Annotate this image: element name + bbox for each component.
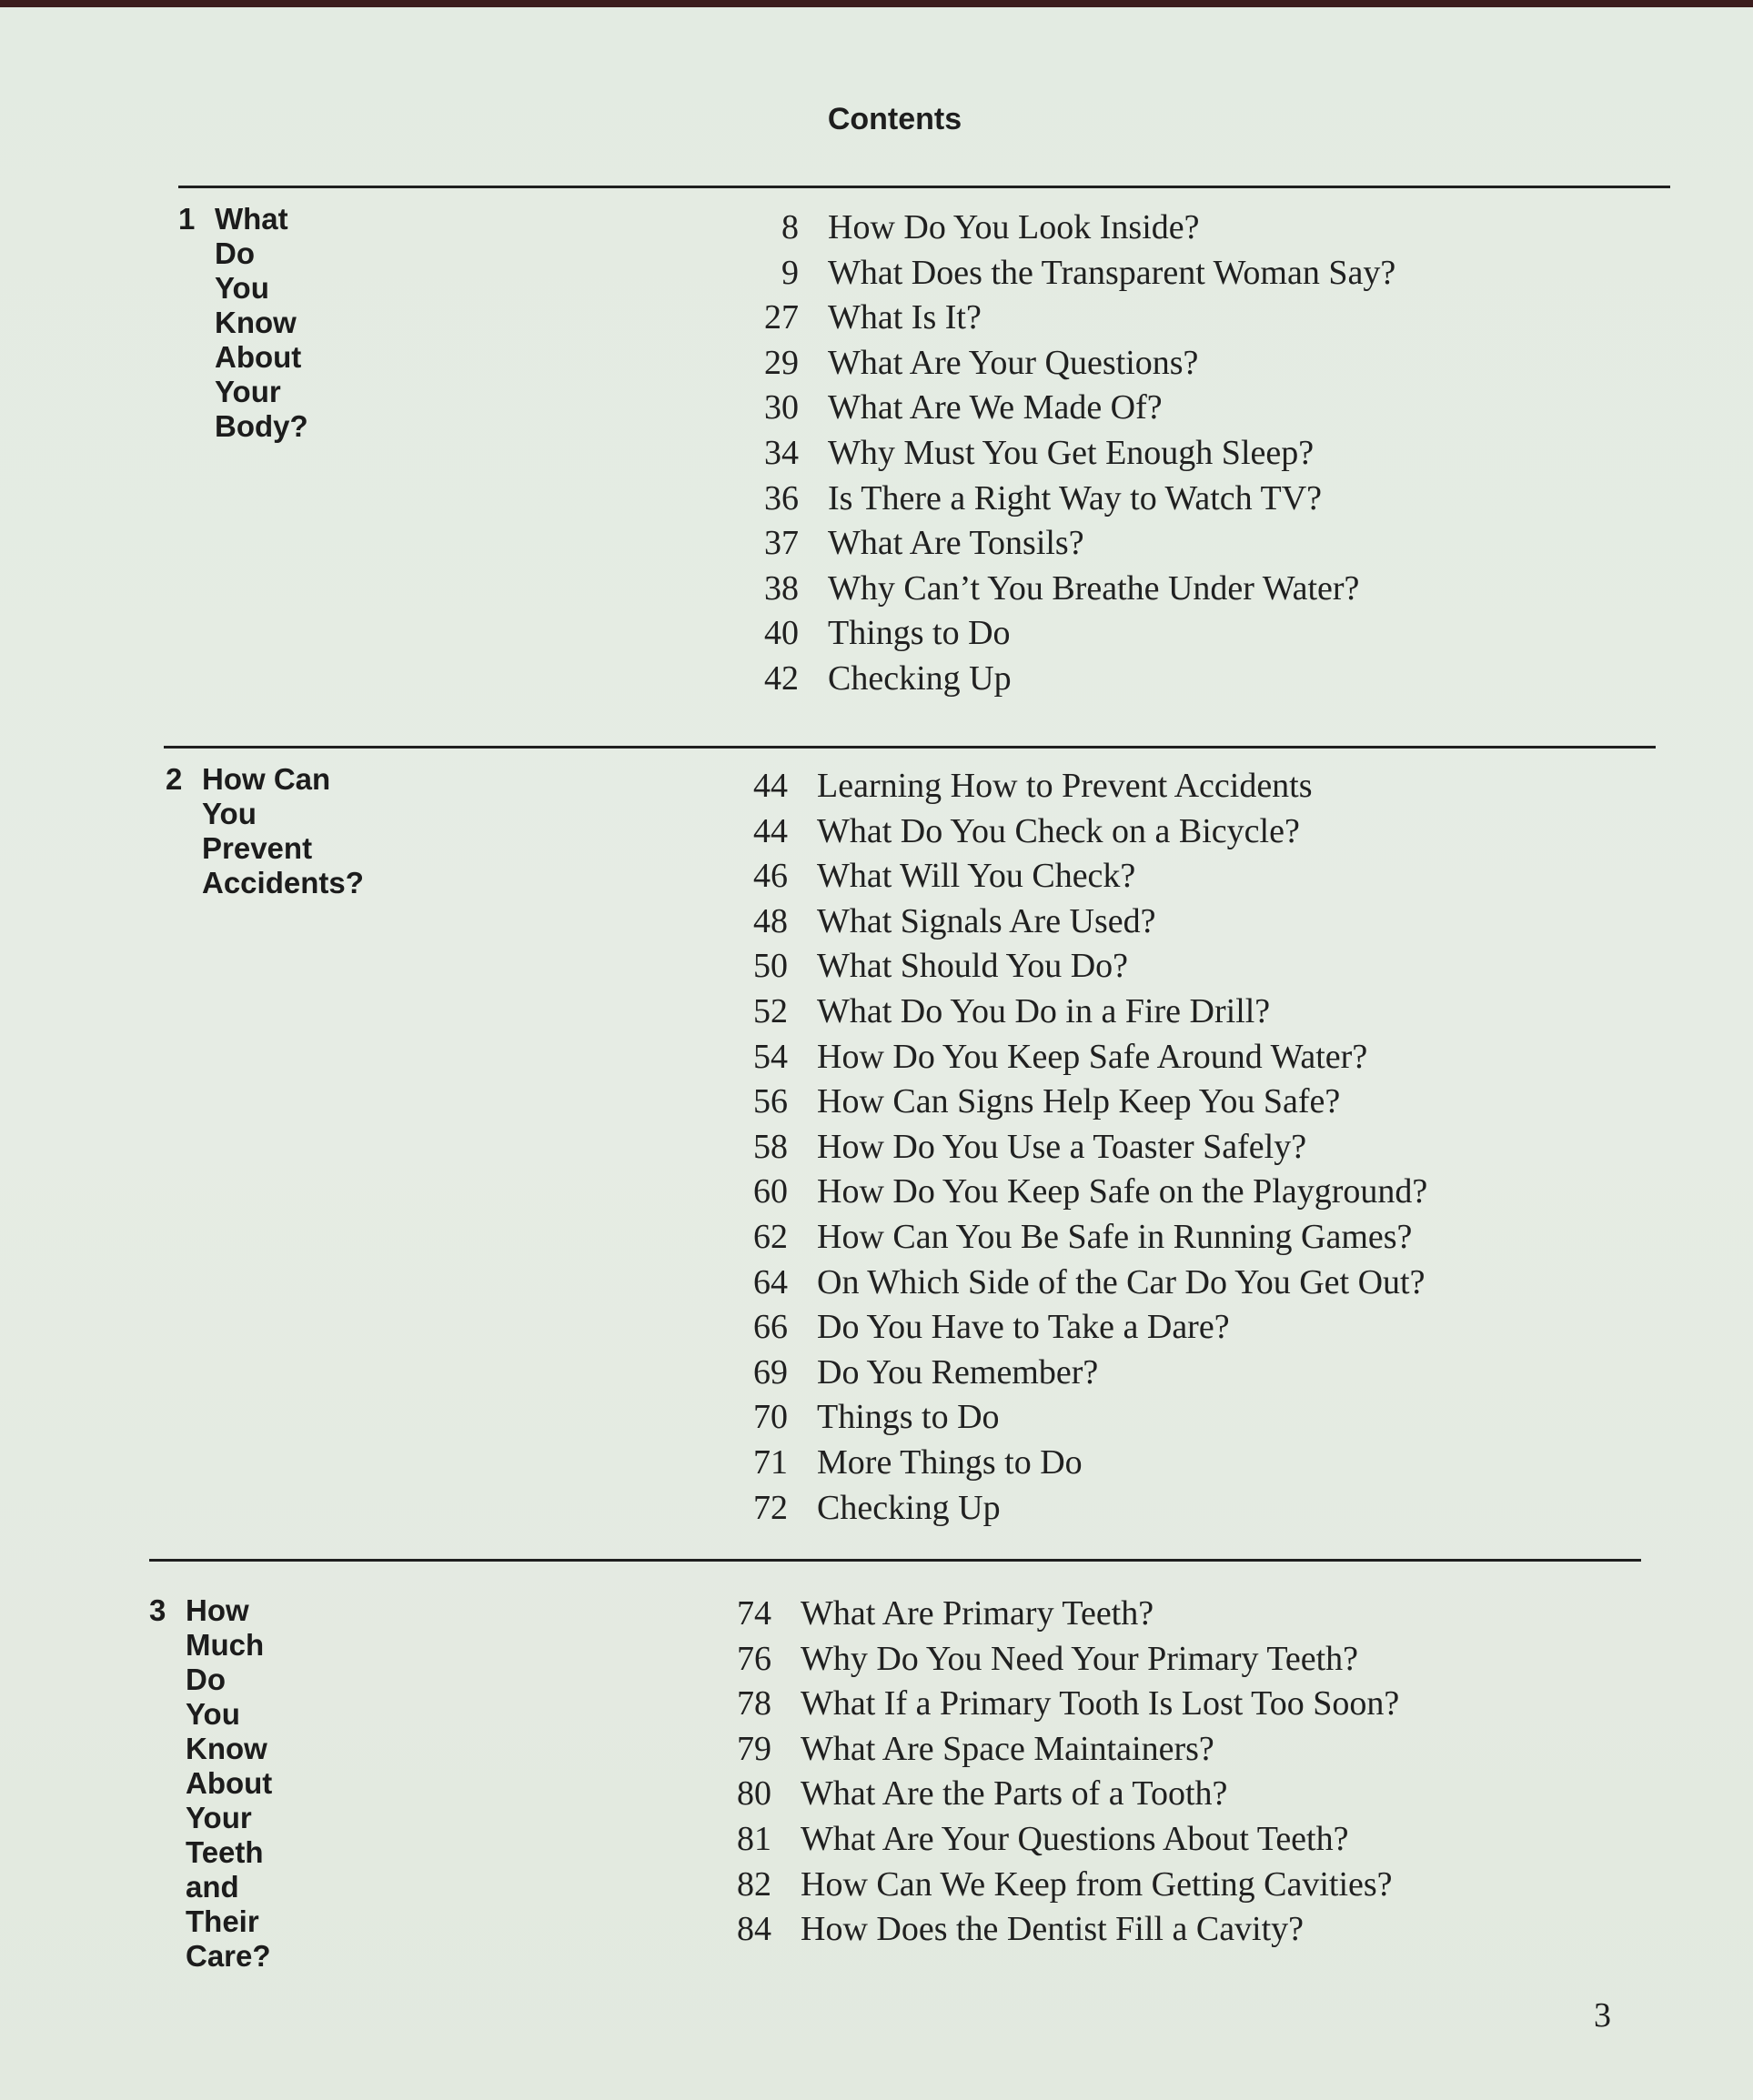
entry-title: Do You Remember? — [817, 1352, 1099, 1392]
entry-page-number: 80 — [737, 1774, 771, 1814]
entry-title: What Will You Check? — [817, 857, 1136, 896]
entry-page-number: 54 — [753, 1037, 788, 1076]
entry-page-number: 56 — [753, 1082, 788, 1121]
section-title: How Much Do You Know About Your Teeth and Their Care? — [186, 1593, 273, 1973]
entry-title: What Are Your Questions About Teeth? — [801, 1819, 1349, 1858]
entry-page-number: 48 — [753, 901, 788, 940]
entry-page-number: 50 — [753, 947, 788, 986]
entry-title: How Do You Use a Toaster Safely? — [817, 1127, 1307, 1166]
entry-page-number: 29 — [764, 343, 799, 382]
section-number: 2 — [166, 762, 183, 796]
entry-title: What Do You Do in a Fire Drill? — [817, 991, 1271, 1030]
entry-title: What Are Primary Teeth? — [801, 1594, 1154, 1633]
entry-title: How Do You Keep Safe on the Playground? — [817, 1172, 1428, 1211]
entry-title: Things to Do — [828, 614, 1011, 653]
entry-title: How Does the Dentist Fill a Cavity? — [801, 1910, 1305, 1949]
entry-title: What Is It? — [828, 298, 982, 337]
entry-page-number: 34 — [764, 433, 799, 472]
entry-page-number: 30 — [764, 388, 799, 427]
entry-title: Why Can’t You Breathe Under Water? — [828, 568, 1360, 608]
section-title: How Can You Prevent Accidents? — [202, 762, 364, 899]
section-title: What Do You Know About Your Body? — [215, 202, 308, 443]
entry-title: On Which Side of the Car Do You Get Out? — [817, 1262, 1426, 1301]
entry-page-number: 46 — [753, 857, 788, 896]
entry-page-number: 58 — [753, 1127, 788, 1166]
entry-page-number: 42 — [764, 658, 799, 698]
entry-page-number: 52 — [753, 991, 788, 1030]
entry-page-number: 9 — [781, 253, 799, 292]
entry-page-number: 74 — [737, 1594, 771, 1633]
entry-page-number: 72 — [753, 1488, 788, 1527]
entry-title: Checking Up — [817, 1488, 1001, 1527]
entry-title: Do You Have to Take a Dare? — [817, 1308, 1230, 1347]
section-divider — [149, 1559, 1641, 1562]
entry-page-number: 27 — [764, 298, 799, 337]
entry-title: Why Do You Need Your Primary Teeth? — [801, 1639, 1359, 1678]
entry-page-number: 71 — [753, 1442, 788, 1482]
entry-title: How Can You Be Safe in Running Games? — [817, 1217, 1413, 1256]
contents-page — [0, 7, 1753, 2100]
entry-page-number: 70 — [753, 1398, 788, 1437]
entry-page-number: 44 — [753, 767, 788, 805]
entry-page-number: 79 — [737, 1729, 771, 1768]
entry-title: What Should You Do? — [817, 947, 1129, 986]
entry-title: Why Must You Get Enough Sleep? — [828, 433, 1315, 472]
entry-title: How Can Signs Help Keep You Safe? — [817, 1082, 1341, 1121]
entry-title: Learning How to Prevent Accidents — [817, 767, 1313, 805]
entry-title: What Are We Made Of? — [828, 388, 1163, 427]
section-number: 3 — [149, 1593, 166, 1627]
entry-title: What Are the Parts of a Tooth? — [801, 1774, 1228, 1814]
entry-title: How Do You Keep Safe Around Water? — [817, 1037, 1368, 1076]
section-divider — [178, 186, 1670, 188]
entry-page-number: 84 — [737, 1910, 771, 1949]
entry-page-number: 40 — [764, 614, 799, 653]
entry-title: What If a Primary Tooth Is Lost Too Soon? — [801, 1684, 1400, 1723]
entry-page-number: 76 — [737, 1639, 771, 1678]
entry-title: More Things to Do — [817, 1442, 1083, 1482]
entry-page-number: 66 — [753, 1308, 788, 1347]
entry-page-number: 64 — [753, 1262, 788, 1301]
entry-title: What Are Your Questions? — [828, 343, 1199, 382]
entry-page-number: 38 — [764, 568, 799, 608]
entry-page-number: 60 — [753, 1172, 788, 1211]
entry-title: How Do You Look Inside? — [828, 208, 1200, 246]
entry-title: Is There a Right Way to Watch TV? — [828, 478, 1323, 517]
entry-page-number: 44 — [753, 811, 788, 850]
entry-page-number: 81 — [737, 1819, 771, 1858]
entry-page-number: 8 — [781, 208, 799, 246]
entry-title: What Signals Are Used? — [817, 901, 1156, 940]
entry-page-number: 82 — [737, 1864, 771, 1904]
entry-page-number: 37 — [764, 524, 799, 563]
entry-page-number: 36 — [764, 478, 799, 517]
entry-title: What Does the Transparent Woman Say? — [828, 253, 1396, 292]
entry-page-number: 78 — [737, 1684, 771, 1723]
entry-title: What Do You Check on a Bicycle? — [817, 811, 1300, 850]
page-number: 3 — [1594, 1996, 1611, 2035]
section-number: 1 — [178, 202, 196, 236]
entry-page-number: 69 — [753, 1352, 788, 1392]
page-title: Contents — [827, 102, 962, 136]
entry-title: What Are Space Maintainers? — [801, 1729, 1214, 1768]
entry-title: How Can We Keep from Getting Cavities? — [801, 1864, 1393, 1904]
entry-title: Checking Up — [828, 658, 1012, 698]
entry-page-number: 62 — [753, 1217, 788, 1256]
entry-title: What Are Tonsils? — [828, 524, 1084, 563]
section-divider — [164, 746, 1656, 749]
entry-title: Things to Do — [817, 1398, 1000, 1437]
